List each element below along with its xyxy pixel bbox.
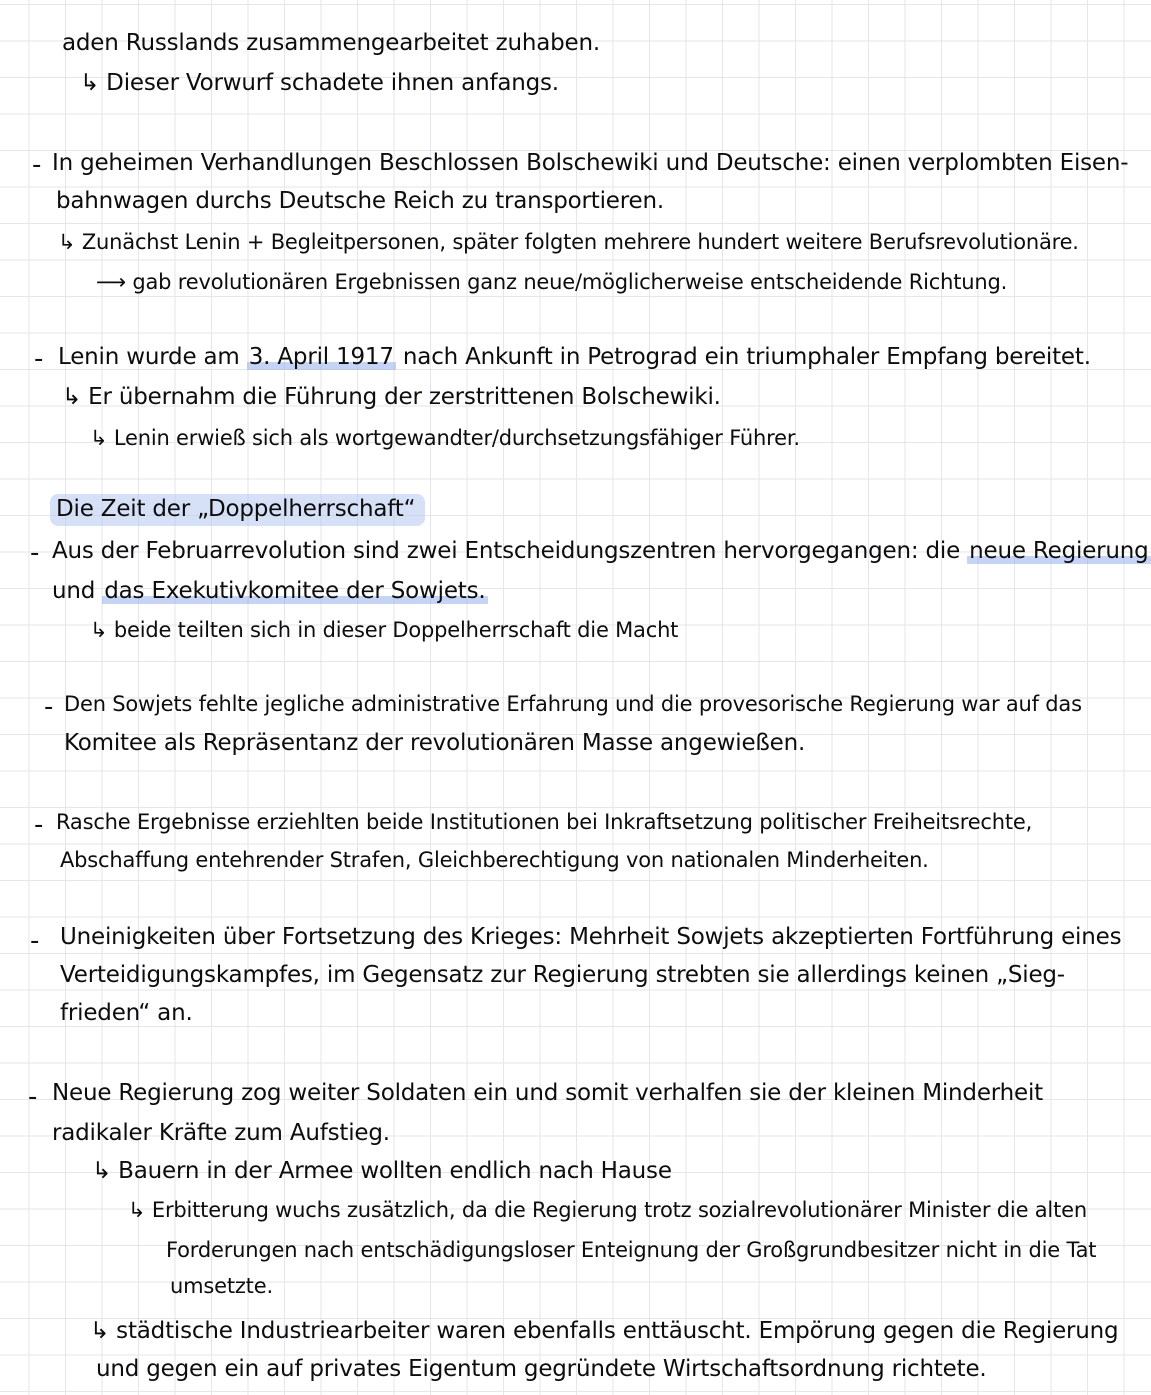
highlighted-date: 3. April 1917	[248, 344, 394, 370]
highlighted-term: das Exekutivkomitee der Sowjets.	[104, 578, 486, 604]
note-line: ↳ städtische Industriearbeiter waren ebenfalls enttäuscht. Empörung gegen die Regierung	[90, 1318, 1119, 1344]
note-line: Verteidigungskampfes, im Gegensatz zur Regierung strebten sie allerdings keinen „Sieg-	[60, 962, 1065, 988]
bullet-dash: -	[30, 538, 40, 568]
note-line: ⟶ gab revolutionären Ergebnissen ganz neue/möglicherweise entscheidende Richtung.	[96, 270, 1008, 294]
note-line: Forderungen nach entschädigungsloser Enteignung der Großgrundbesitzer nicht in die Tat	[166, 1238, 1097, 1262]
bullet-dash: -	[28, 1082, 38, 1112]
note-line: ↳ Bauern in der Armee wollten endlich nach Hause	[92, 1158, 672, 1184]
note-text: Lenin wurde am	[58, 344, 247, 370]
bullet-dash: -	[32, 150, 42, 180]
note-line: Den Sowjets fehlte jegliche administrative Erfahrung und die provesorische Regierung war auf das	[64, 692, 1082, 716]
note-line: ↳ Dieser Vorwurf schadete ihnen anfangs.	[80, 70, 559, 96]
note-line: Abschaffung entehrender Strafen, Gleichberechtigung von nationalen Minderheiten.	[60, 848, 929, 872]
note-line: Uneinigkeiten über Fortsetzung des Krieges: Mehrheit Sowjets akzeptierten Fortführung eines	[60, 924, 1122, 950]
note-line: und gegen ein auf privates Eigentum gegründete Wirtschaftsordnung richtete.	[96, 1356, 987, 1382]
note-text: Aus der Februarrevolution sind zwei Entscheidungszentren hervorgegangen: die	[52, 538, 968, 564]
highlighted-term: neue Regierung	[969, 538, 1149, 564]
heading-highlight: Die Zeit der „Doppelherrschaft“	[50, 494, 425, 526]
bullet-dash: -	[34, 344, 44, 374]
note-line: aden Russlands zusammengearbeitet zuhaben.	[62, 30, 600, 56]
note-line: ↳ Lenin erwieß sich als wortgewandter/durchsetzungsfähiger Führer.	[90, 426, 800, 450]
note-line	[52, 578, 488, 604]
note-line: Neue Regierung zog weiter Soldaten ein und somit verhalfen sie der kleinen Minderheit	[52, 1080, 1043, 1106]
note-line	[52, 538, 1151, 564]
section-heading	[50, 496, 425, 522]
note-line: ↳ Er übernahm die Führung der zerstrittenen Bolschewiki.	[62, 384, 721, 410]
note-line: In geheimen Verhandlungen Beschlossen Bolschewiki und Deutsche: einen verplombten Eisen-	[52, 150, 1129, 176]
note-line: Komitee als Repräsentanz der revolutionären Masse angewießen.	[64, 730, 806, 756]
note-line	[58, 344, 1091, 370]
note-line: frieden“ an.	[60, 1000, 193, 1026]
note-line: Rasche Ergebnisse erziehlten beide Institutionen bei Inkraftsetzung politischer Freiheitsrechte,	[56, 810, 1033, 834]
note-line: umsetzte.	[170, 1274, 273, 1298]
bullet-dash: -	[44, 692, 54, 722]
note-line: ↳ Zunächst Lenin + Begleitpersonen, später folgten mehrere hundert weitere Berufsrevolutionäre.	[58, 230, 1079, 254]
note-text: und	[52, 578, 103, 604]
bullet-dash: -	[30, 926, 40, 956]
note-line: radikaler Kräfte zum Aufstieg.	[52, 1120, 390, 1146]
bullet-dash: -	[34, 810, 44, 840]
note-line: bahnwagen durchs Deutsche Reich zu transportieren.	[56, 188, 664, 214]
note-line: ↳ beide teilten sich in dieser Doppelherrschaft die Macht	[90, 618, 679, 642]
note-line: ↳ Erbitterung wuchs zusätzlich, da die Regierung trotz sozialrevolutionärer Minister die alten	[128, 1198, 1087, 1222]
note-text: nach Ankunft in Petrograd ein triumphaler Empfang bereitet.	[395, 344, 1091, 370]
